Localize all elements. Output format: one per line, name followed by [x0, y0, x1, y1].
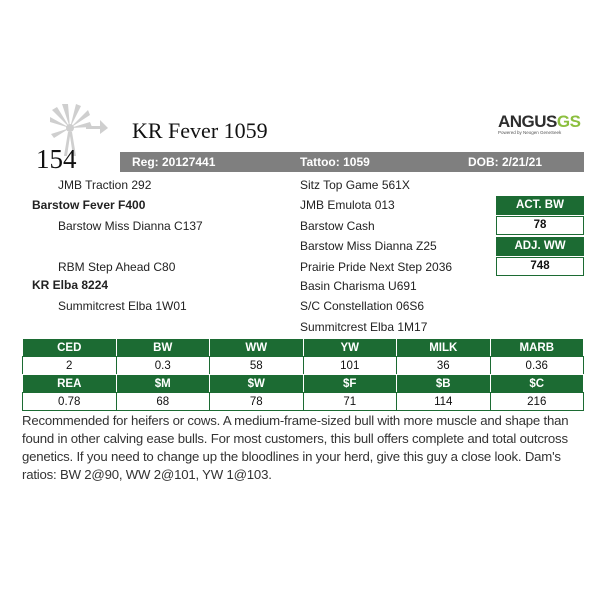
adj-ww-value: 748	[496, 257, 584, 276]
index-header: $M	[116, 375, 210, 393]
pedigree-ancestor: Basin Charisma U691	[300, 279, 417, 293]
lot-number: 154	[36, 144, 77, 174]
logo-brand: ANGUS	[498, 112, 557, 131]
index-value: 216	[490, 393, 584, 411]
epd-header: MARB	[490, 339, 584, 357]
pedigree-sire-dam: Barstow Miss Dianna C137	[58, 219, 203, 233]
index-header: $F	[303, 375, 397, 393]
act-bw-label: ACT. BW	[496, 196, 584, 215]
pedigree-sire: Barstow Fever F400	[32, 198, 146, 212]
epd-value: 0.36	[490, 357, 584, 375]
index-value: 78	[210, 393, 304, 411]
index-header: $C	[490, 375, 584, 393]
registration-number: Reg: 20127441	[132, 155, 216, 169]
index-value: 71	[303, 393, 397, 411]
pedigree-ancestor: Prairie Pride Next Step 2036	[300, 260, 453, 274]
epd-header: MILK	[397, 339, 491, 357]
epd-value: 0.3	[116, 357, 210, 375]
tattoo: Tattoo: 1059	[300, 155, 370, 169]
animal-name: KR Fever 1059	[132, 118, 268, 143]
epd-header: CED	[23, 339, 117, 357]
epd-table-1	[22, 338, 584, 375]
epd-header: YW	[303, 339, 397, 357]
pedigree-ancestor: Barstow Miss Dianna Z25	[300, 239, 437, 253]
act-bw-value: 78	[496, 216, 584, 235]
epd-value: 36	[397, 357, 491, 375]
info-bar	[120, 152, 584, 172]
pedigree-dam: KR Elba 8224	[32, 278, 109, 292]
epd-value: 58	[210, 357, 304, 375]
index-header: REA	[23, 375, 117, 393]
pedigree-dam-sire: RBM Step Ahead C80	[58, 260, 176, 274]
index-value: 68	[116, 393, 210, 411]
pedigree-ancestor: Barstow Cash	[300, 219, 375, 233]
description-text: Recommended for heifers or cows. A medium-frame-sized bull with more muscle and shape than found in other calving ease bulls. For most customers, this bull offers complete and total outcross genetics. If you need to change up the bloodlines in your herd, give this guy a close look. Dam's ratios: BW 2@90, WW 2@101, YW 1@103.	[22, 413, 569, 482]
date-of-birth: DOB: 2/21/21	[468, 155, 543, 169]
adj-ww-label: ADJ. WW	[496, 237, 584, 256]
pedigree-ancestor: JMB Emulota 013	[300, 198, 395, 212]
epd-table-2	[22, 374, 584, 411]
epd-value: 2	[23, 357, 117, 375]
epd-header: WW	[210, 339, 304, 357]
epd-header: BW	[116, 339, 210, 357]
logo-suffix: GS	[556, 112, 581, 131]
angus-gs-logo	[498, 112, 581, 142]
epd-value: 101	[303, 357, 397, 375]
index-header: $W	[210, 375, 304, 393]
pedigree-ancestor: Sitz Top Game 561X	[300, 178, 410, 192]
logo-tagline: Powered by Neogen GeneSeek	[498, 130, 562, 135]
pedigree-dam-dam: Summitcrest Elba 1W01	[58, 299, 187, 313]
pedigree-ancestor: Summitcrest Elba 1M17	[300, 320, 428, 334]
pedigree-ancestor: S/C Constellation 06S6	[300, 299, 425, 313]
index-header: $B	[397, 375, 491, 393]
index-value: 114	[397, 393, 491, 411]
pedigree-sire-sire: JMB Traction 292	[58, 178, 152, 192]
index-value: 0.78	[23, 393, 117, 411]
